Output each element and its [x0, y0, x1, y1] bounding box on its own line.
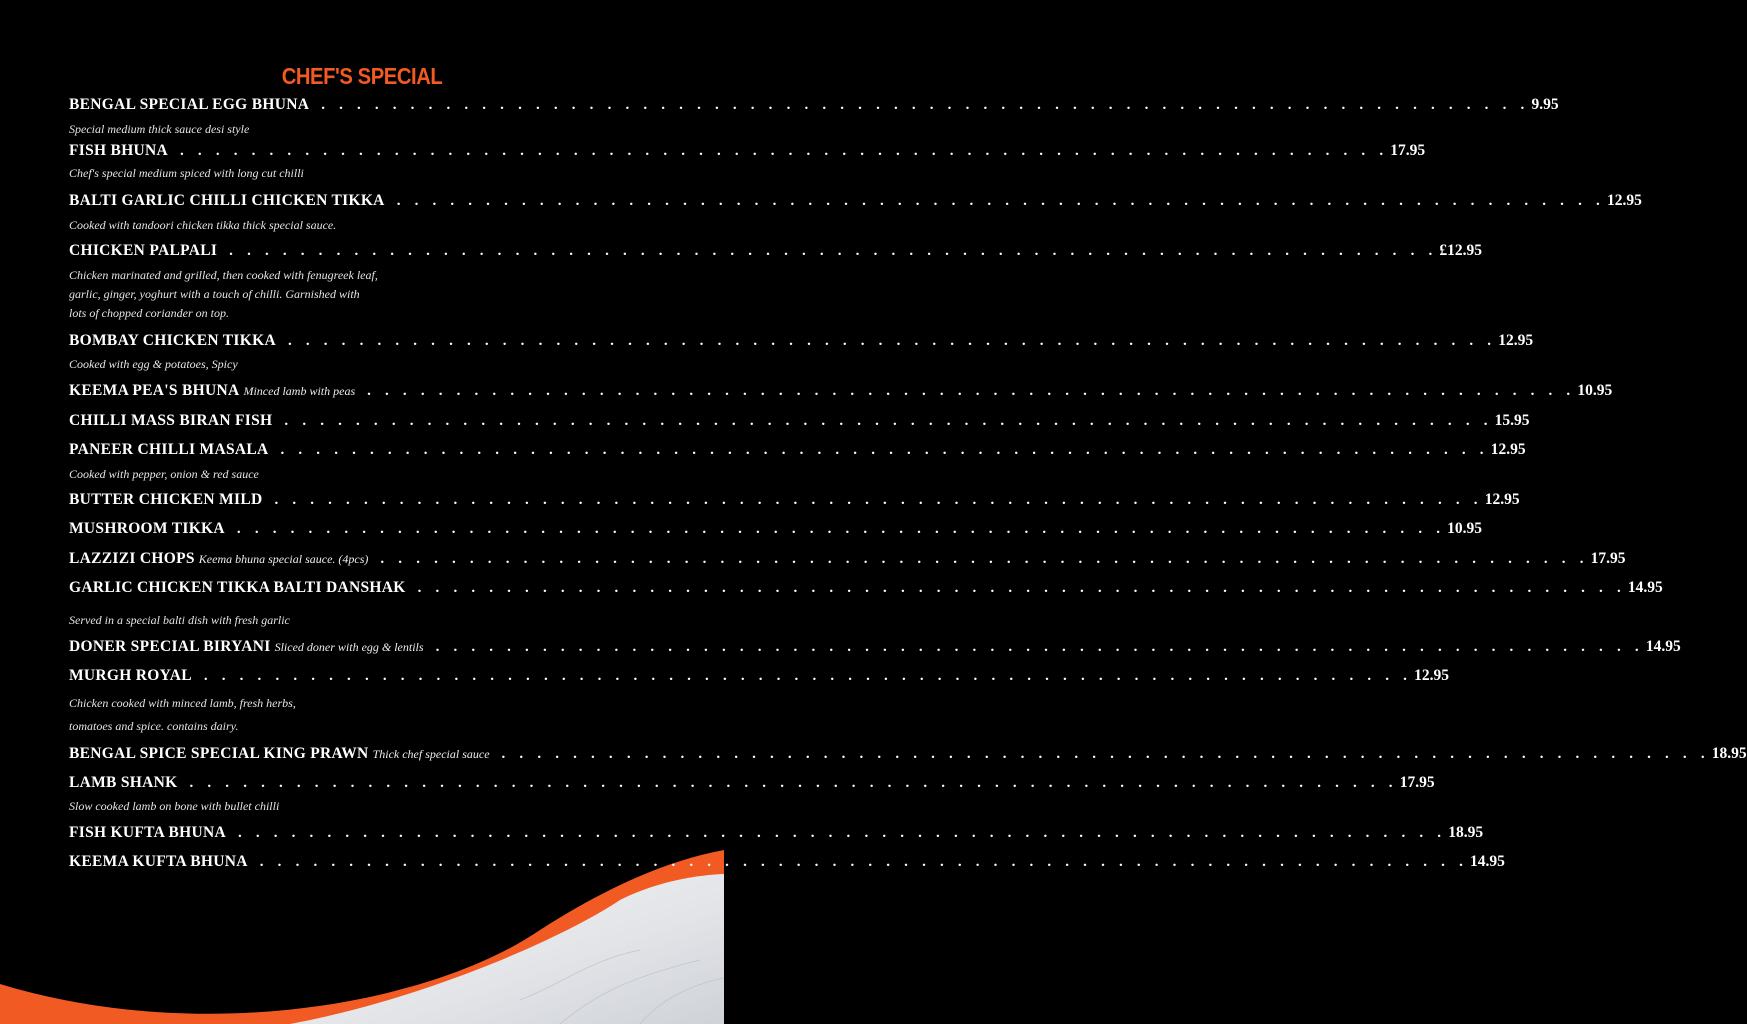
- menu-item: [69, 382, 1613, 404]
- dot-leader: . . . . . . . . . . . . . . . . . . . . . . . . . . . . . . . . . . . . . . . . . . . . . . . . . . . . . . . . . . . . . . . . . . . .: [259, 854, 1469, 870]
- item-price: 14.95: [1645, 638, 1681, 655]
- dot-leader: . . . . . . . . . . . . . . . . . . . . . . . . . . . . . . . . . . . . . . . . . . . . . . . . . . . . . . . . . . . . . . . . . . . .: [280, 442, 1489, 458]
- menu-item: [69, 332, 1534, 354]
- dot-leader: . . . . . . . . . . . . . . . . . . . . . . . . . . . . . . . . . . . . . . . . . . . . . . . . . . . . . . . . . . . . . . . . . . . .: [229, 243, 1438, 259]
- item-price: 10.95: [1447, 520, 1483, 537]
- item-name: LAZZIZI CHOPS: [69, 550, 195, 567]
- dot-leader: . . . . . . . . . . . . . . . . . . . . . . . . . . . . . . . . . . . . . . . . . . . . . . . . . . . . . . . . . . . . . . . . . . . .: [203, 668, 1413, 684]
- item-description: garlic, ginger, yoghurt with a touch of chilli. Garnished with: [69, 287, 360, 301]
- menu-item: [69, 579, 1663, 601]
- item-name: FISH BHUNA: [69, 142, 169, 159]
- menu-item: [69, 550, 1626, 572]
- menu-item: [69, 824, 1484, 846]
- item-price: 17.95: [1390, 142, 1426, 159]
- item-description: Cooked with pepper, onion & red sauce: [69, 467, 259, 481]
- item-name: GARLIC CHICKEN TIKKA BALTI DANSHAK: [69, 579, 406, 596]
- item-name: PANEER CHILLI MASALA: [69, 441, 269, 458]
- item-price: 18.95: [1711, 745, 1747, 762]
- item-name: MUSHROOM TIKKA: [69, 520, 225, 537]
- menu-item: [69, 441, 1526, 463]
- section-title: CHEF'S SPECIAL: [281, 63, 443, 89]
- dot-leader: . . . . . . . . . . . . . . . . . . . . . . . . . . . . . . . . . . . . . . . . . . . . . . . . . . . . . . . . . . . . . . . . . . . .: [237, 825, 1447, 841]
- dot-leader: . . . . . . . . . . . . . . . . . . . . . . . . . . . . . . . . . . . . . . . . . . . . . . . . . . . . . . . . . . . . . . . . . . . .: [367, 383, 1576, 399]
- item-price: 12.95: [1414, 667, 1449, 684]
- dot-leader: . . . . . . . . . . . . . . . . . . . . . . . . . . . . . . . . . . . . . . . . . . . . . . . . . . . . . . . . . . . . . . . . . . . .: [435, 639, 1644, 655]
- item-price: 12.95: [1490, 441, 1526, 458]
- item-name: KEEMA PEA'S BHUNA: [69, 382, 240, 399]
- item-price: 10.95: [1577, 382, 1613, 399]
- item-description: tomatoes and spice. contains dairy.: [69, 719, 239, 733]
- item-description: Chef's special medium spiced with long cut chilli: [69, 166, 304, 180]
- item-price: 12.95: [1606, 192, 1642, 209]
- item-name: CHICKEN PALPALI: [69, 242, 218, 259]
- item-description: Special medium thick sauce desi style: [69, 122, 250, 136]
- item-name: FISH KUFTA BHUNA: [69, 824, 226, 841]
- item-description: lots of chopped coriander on top.: [69, 306, 229, 320]
- item-price: 15.95: [1494, 412, 1530, 429]
- menu-item: [69, 96, 1559, 118]
- item-note: Keema bhuna special sauce. (4pcs): [198, 552, 369, 566]
- item-name: BENGAL SPECIAL EGG BHUNA: [69, 96, 310, 113]
- menu-item: [69, 242, 1483, 264]
- dot-leader: . . . . . . . . . . . . . . . . . . . . . . . . . . . . . . . . . . . . . . . . . . . . . . . . . . . . . . . . . . . . . . . . . . . .: [396, 193, 1605, 209]
- item-name: BUTTER CHICKEN MILD: [69, 491, 263, 508]
- menu-item: [69, 491, 1520, 513]
- dot-leader: . . . . . . . . . . . . . . . . . . . . . . . . . . . . . . . . . . . . . . . . . . . . . . . . . . . . . . . . . . . . . . . . . . . .: [284, 413, 1493, 429]
- item-price: 17.95: [1590, 550, 1626, 567]
- item-price: 14.95: [1470, 853, 1505, 870]
- item-name: BOMBAY CHICKEN TIKKA: [69, 332, 276, 349]
- item-price: £12.95: [1439, 242, 1483, 259]
- item-name: BALTI GARLIC CHILLI CHICKEN TIKKA: [69, 192, 385, 209]
- menu-item: [69, 520, 1483, 542]
- dot-leader: . . . . . . . . . . . . . . . . . . . . . . . . . . . . . . . . . . . . . . . . . . . . . . . . . . . . . . . . . . . . . . . . . . . .: [321, 97, 1530, 113]
- item-name: DONER SPECIAL BIRYANI: [69, 638, 271, 655]
- item-note: Sliced doner with egg & lentils: [274, 640, 424, 654]
- item-description: Slow cooked lamb on bone with bullet chilli: [69, 799, 280, 813]
- menu-item: [69, 638, 1681, 660]
- item-note: Minced lamb with peas: [243, 384, 356, 398]
- dot-leader: . . . . . . . . . . . . . . . . . . . . . . . . . . . . . . . . . . . . . . . . . . . . . . . . . . . . . . . . . . . . . . . . . . . .: [180, 143, 1389, 159]
- item-note: Thick chef special sauce: [372, 747, 490, 761]
- item-name: CHILLI MASS BIRAN FISH: [69, 412, 273, 429]
- item-price: 18.95: [1448, 824, 1484, 841]
- item-description: Served in a special balti dish with fresh garlic: [69, 613, 290, 627]
- dot-leader: . . . . . . . . . . . . . . . . . . . . . . . . . . . . . . . . . . . . . . . . . . . . . . . . . . . . . . . . . . . . . . . . . . . .: [417, 580, 1626, 596]
- menu-item: [69, 142, 1426, 164]
- item-description: Chicken cooked with minced lamb, fresh herbs,: [69, 696, 296, 710]
- item-price: 14.95: [1627, 579, 1663, 596]
- item-description: Cooked with egg & potatoes, Spicy: [69, 357, 238, 371]
- dot-leader: . . . . . . . . . . . . . . . . . . . . . . . . . . . . . . . . . . . . . . . . . . . . . . . . . . . . . . . . . . . . . . . . . . . .: [501, 746, 1710, 762]
- menu-item: [69, 667, 1449, 689]
- menu-item: [69, 192, 1642, 214]
- dot-leader: . . . . . . . . . . . . . . . . . . . . . . . . . . . . . . . . . . . . . . . . . . . . . . . . . . . . . . . . . . . . . . . . . . . .: [287, 333, 1497, 349]
- item-price: 9.95: [1531, 96, 1559, 113]
- item-price: 17.95: [1399, 774, 1435, 791]
- item-name: MURGH ROYAL: [69, 667, 192, 684]
- menu-item: [69, 745, 1747, 767]
- item-description: Cooked with tandoori chicken tikka thick special sauce.: [69, 218, 337, 232]
- dot-leader: . . . . . . . . . . . . . . . . . . . . . . . . . . . . . . . . . . . . . . . . . . . . . . . . . . . . . . . . . . . . . . . . . . . .: [189, 775, 1398, 791]
- item-price: 12.95: [1498, 332, 1534, 349]
- item-name: KEEMA KUFTA BHUNA: [69, 853, 248, 870]
- menu-item: [69, 853, 1505, 875]
- dot-leader: . . . . . . . . . . . . . . . . . . . . . . . . . . . . . . . . . . . . . . . . . . . . . . . . . . . . . . . . . . . . . . . . . . . .: [380, 551, 1589, 567]
- menu-item: [69, 774, 1435, 796]
- item-name: BENGAL SPICE SPECIAL KING PRAWN: [69, 745, 369, 762]
- item-name: LAMB SHANK: [69, 774, 178, 791]
- menu-item: [69, 412, 1530, 434]
- dot-leader: . . . . . . . . . . . . . . . . . . . . . . . . . . . . . . . . . . . . . . . . . . . . . . . . . . . . . . . . . . . . . . . . . . . .: [236, 521, 1446, 537]
- item-price: 12.95: [1484, 491, 1520, 508]
- dot-leader: . . . . . . . . . . . . . . . . . . . . . . . . . . . . . . . . . . . . . . . . . . . . . . . . . . . . . . . . . . . . . . . . . . . .: [274, 492, 1483, 508]
- item-description: Chicken marinated and grilled, then cooked with fenugreek leaf,: [69, 268, 378, 282]
